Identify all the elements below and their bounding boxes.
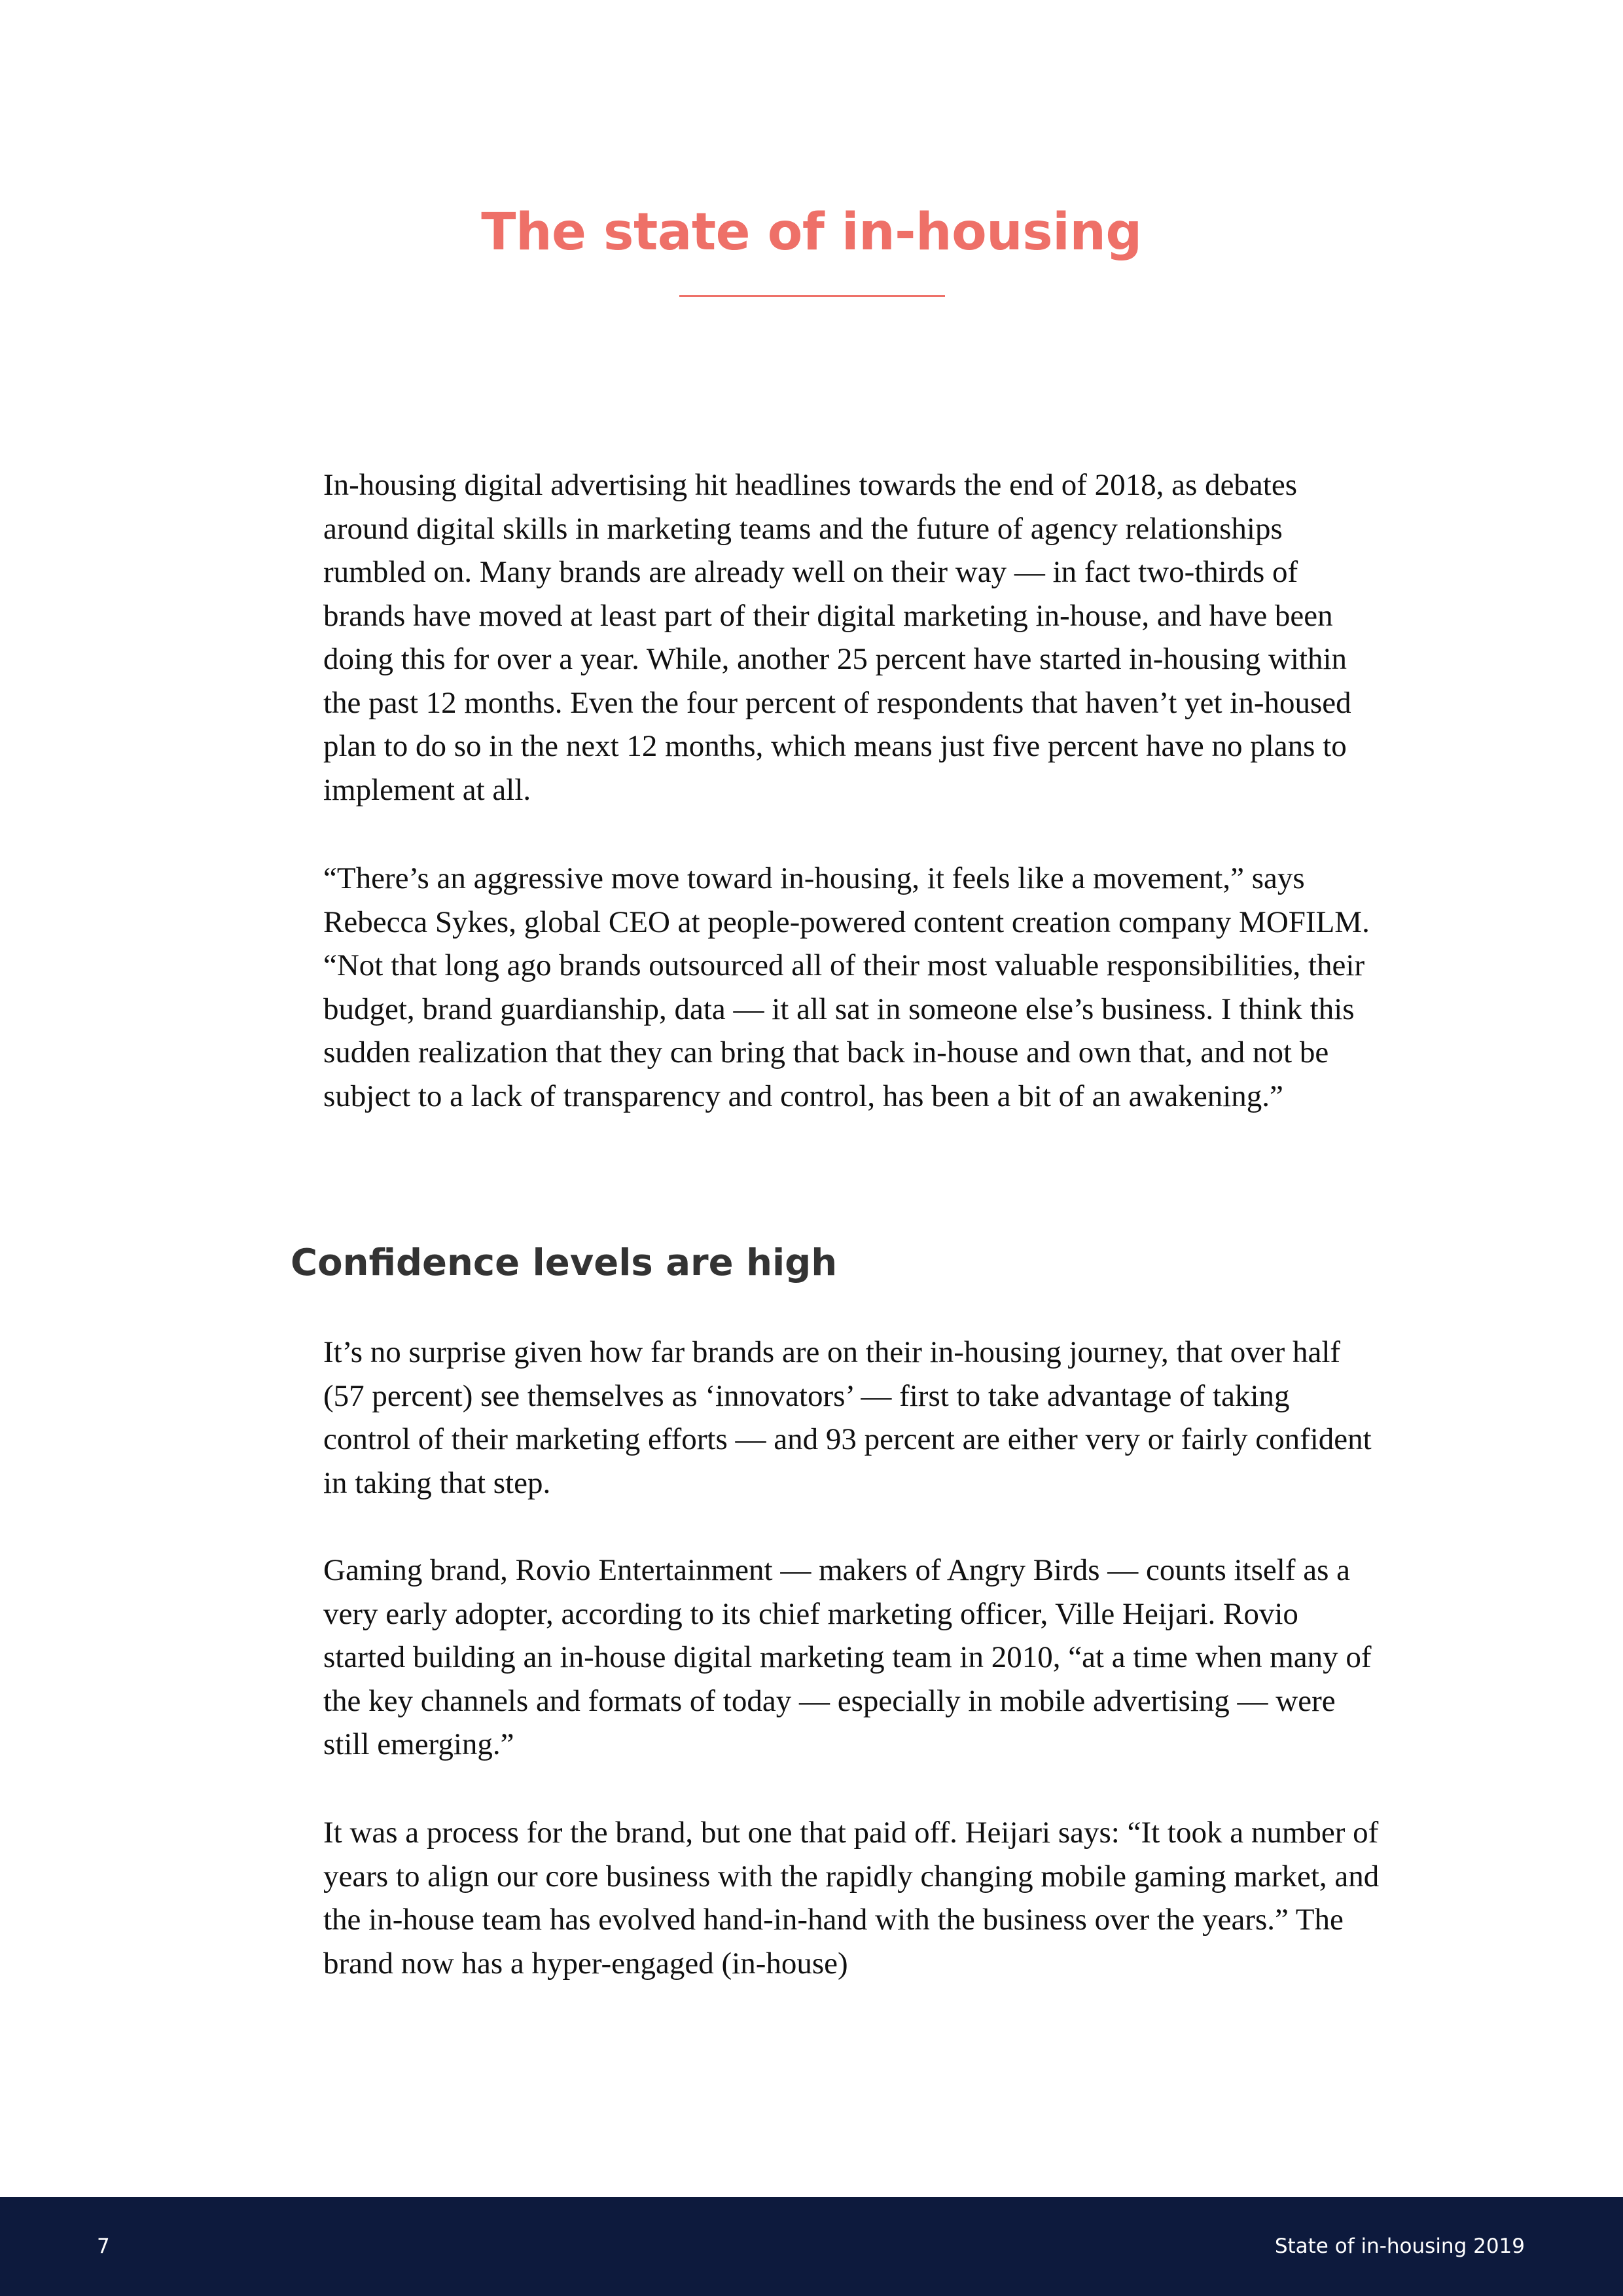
section-paragraph-2: Gaming brand, Rovio Entertainment — makers of Angry Birds — counts itself as a very early adopter, according to its chief marketing officer, Ville Heijari. Rovio started building an in-house digital marketing team in 2010, “at a time when many of the key channels and formats of today — especially in mobile advertising — were still emerging.” [323, 1553, 1372, 1761]
footer-document-title: State of in-housing 2019 [1274, 2234, 1525, 2258]
page-title: The state of in-housing [481, 203, 1142, 262]
page-number: 7 [97, 2234, 110, 2258]
section-paragraph-1: It’s no surprise given how far brands are on their in-housing journey, that over half (57 percent) see themselves as ‘innovators’ — first to take advantage of taking control of their marketing efforts — and 93 percent are either very or fairly confident in taking that step. [323, 1335, 1372, 1500]
page-footer [0, 2197, 1623, 2296]
section-heading-confidence: Confidence levels are high [291, 1242, 838, 1284]
body-paragraph-2-quote: “There’s an aggressive move toward in-housing, it feels like a movement,” says Rebecca Sykes, global CEO at people-powered content creation company MOFILM. “Not that long ago brands outsourced all of their most valuable responsibilities, their budget, brand guardianship, data — it all sat in someone else’s business. I think this sudden realization that they can bring that back in-house and own that, and not be subject to a lack of transparency and control, has been a bit of an awakening.” [323, 861, 1370, 1113]
title-underline-divider [679, 295, 945, 297]
body-paragraph-1: In-housing digital advertising hit headlines towards the end of 2018, as debates around digital skills in marketing teams and the future of agency relationships rumbled on. Many brands are already well on their way — in fact two-thirds of brands have moved at least part of their digital marketing in-house, and have been doing this for over a year. While, another 25 percent have started in-housing within the past 12 months. Even the four percent of respondents that haven’t yet in-housed plan to do so in the next 12 months, which means just five percent have no plans to implement at all. [323, 468, 1351, 807]
section-paragraph-3: It was a process for the brand, but one that paid off. Heijari says: “It took a number of years to align our core business with the rapidly changing mobile gaming market, and the in-house team has evolved hand-in-hand with the business over the years.” The brand now has a hyper-engaged (in-house) [323, 1816, 1380, 1981]
